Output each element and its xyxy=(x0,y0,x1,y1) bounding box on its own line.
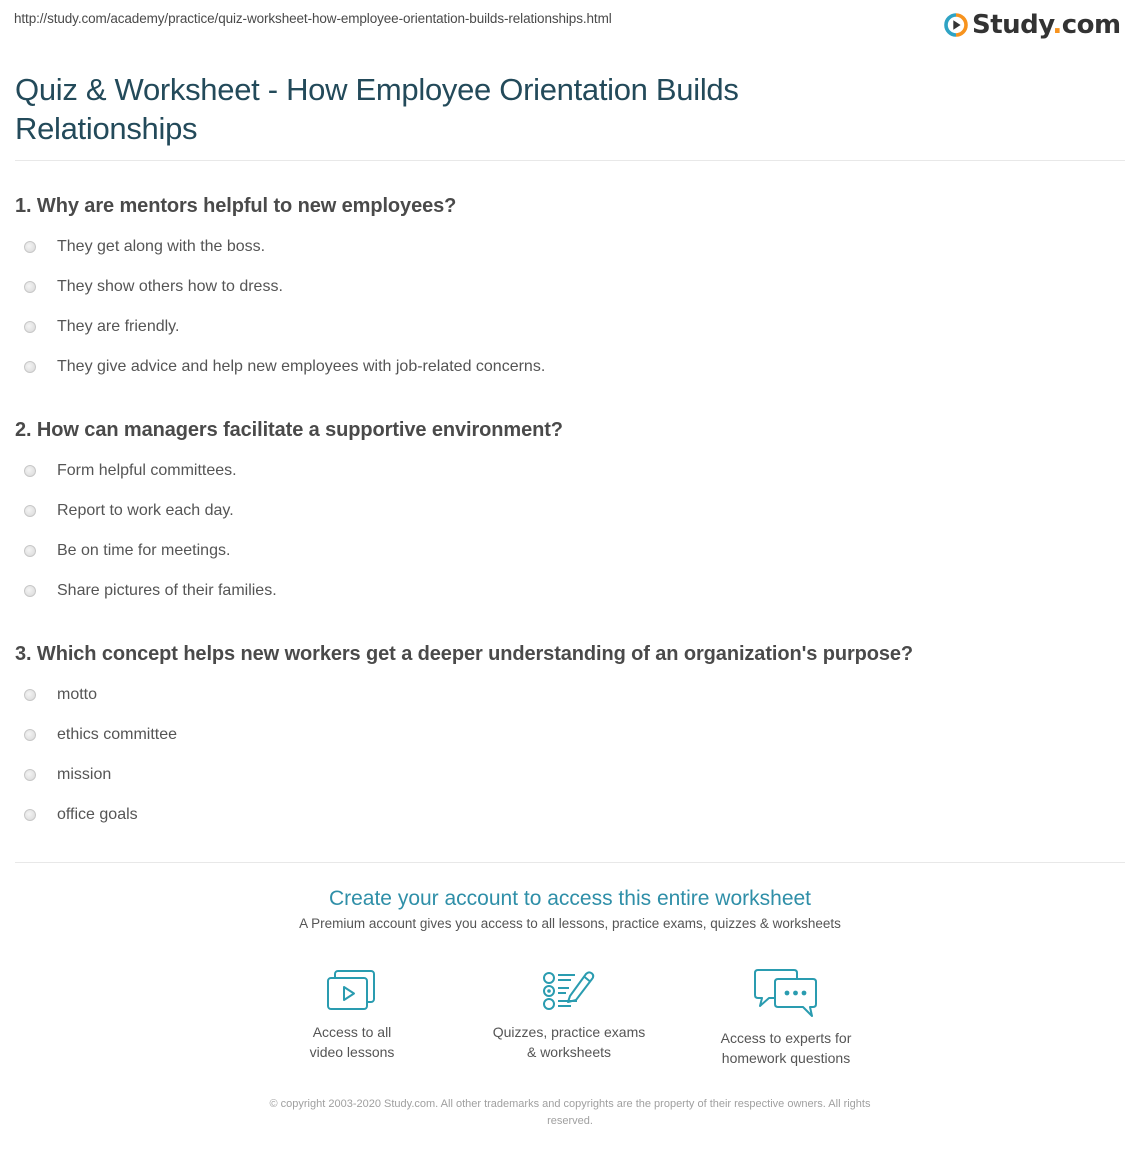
chat-bubbles-icon xyxy=(686,968,886,1020)
copyright-notice xyxy=(215,1096,925,1130)
radio-button[interactable] xyxy=(24,465,36,477)
answer-label: motto xyxy=(57,686,98,703)
answer-label: ethics committee xyxy=(57,726,178,743)
cta-title-link[interactable]: Create your account to access this entire worksheet xyxy=(328,887,812,910)
answer-option[interactable] xyxy=(15,795,913,835)
answer-option[interactable] xyxy=(15,227,545,267)
cta-subtitle: A Premium account gives you access to all lessons, practice exams, quizzes & worksheets xyxy=(299,916,841,931)
logo-wordmark: Study.com xyxy=(972,10,1121,40)
video-lessons-icon xyxy=(252,968,452,1014)
question-text: 3. Which concept helps new workers get a deeper understanding of an organization's purpose? xyxy=(15,643,914,665)
feature-video-lessons xyxy=(252,968,452,1062)
feature-label: Quizzes, practice exams & worksheets xyxy=(492,1024,646,1060)
radio-button[interactable] xyxy=(24,361,36,373)
answer-label: mission xyxy=(57,766,112,783)
study-logo[interactable] xyxy=(944,10,1121,40)
radio-button[interactable] xyxy=(24,321,36,333)
answer-option[interactable] xyxy=(15,267,545,307)
radio-button[interactable] xyxy=(24,809,36,821)
answer-list xyxy=(15,675,913,835)
answer-label: Share pictures of their families. xyxy=(57,582,277,599)
answer-label: They are friendly. xyxy=(57,318,180,335)
radio-button[interactable] xyxy=(24,729,36,741)
question-2 xyxy=(15,416,563,611)
title-divider xyxy=(15,160,1125,161)
answer-list xyxy=(15,451,563,611)
answer-option[interactable] xyxy=(15,347,545,387)
feature-label: Access to all video lessons xyxy=(309,1024,395,1060)
answer-option[interactable] xyxy=(15,307,545,347)
answer-option[interactable] xyxy=(15,531,563,571)
question-3 xyxy=(15,640,913,835)
answer-label: Be on time for meetings. xyxy=(57,542,231,559)
radio-button[interactable] xyxy=(24,241,36,253)
play-circle-icon xyxy=(944,13,968,37)
answer-label: They show others how to dress. xyxy=(57,278,283,295)
radio-button[interactable] xyxy=(24,545,36,557)
feature-quizzes xyxy=(469,968,669,1062)
question-text: 1. Why are mentors helpful to new employees? xyxy=(15,195,457,217)
radio-button[interactable] xyxy=(24,505,36,517)
answer-option[interactable] xyxy=(15,675,913,715)
answer-label: Report to work each day. xyxy=(57,502,234,519)
answer-option[interactable] xyxy=(15,451,563,491)
question-1 xyxy=(15,192,545,387)
copyright-line: reserved. xyxy=(547,1115,593,1127)
answer-option[interactable] xyxy=(15,491,563,531)
feature-experts xyxy=(686,968,886,1068)
question-text: 2. How can managers facilitate a supportive environment? xyxy=(15,419,563,441)
answer-option[interactable] xyxy=(15,715,913,755)
page-url: http://study.com/academy/practice/quiz-worksheet-how-employee-orientation-builds-relationships.html xyxy=(14,11,612,26)
feature-label: Access to experts for homework questions xyxy=(720,1030,852,1066)
signup-cta xyxy=(0,884,1140,931)
quiz-checklist-icon xyxy=(469,968,669,1014)
answer-label: Form helpful committees. xyxy=(57,462,237,479)
copyright-line: © copyright 2003-2020 Study.com. All other trademarks and copyrights are the property of their respective owners. All rights xyxy=(269,1098,871,1110)
answer-label: They give advice and help new employees with job-related concerns. xyxy=(57,358,546,375)
radio-button[interactable] xyxy=(24,281,36,293)
radio-button[interactable] xyxy=(24,585,36,597)
answer-option[interactable] xyxy=(15,755,913,795)
answer-list xyxy=(15,227,545,387)
questions-divider xyxy=(15,862,1125,863)
answer-label: office goals xyxy=(57,806,138,823)
page-title: Quiz & Worksheet - How Employee Orientation Builds Relationships xyxy=(15,72,739,146)
answer-label: They get along with the boss. xyxy=(57,238,266,255)
radio-button[interactable] xyxy=(24,769,36,781)
answer-option[interactable] xyxy=(15,571,563,611)
radio-button[interactable] xyxy=(24,689,36,701)
